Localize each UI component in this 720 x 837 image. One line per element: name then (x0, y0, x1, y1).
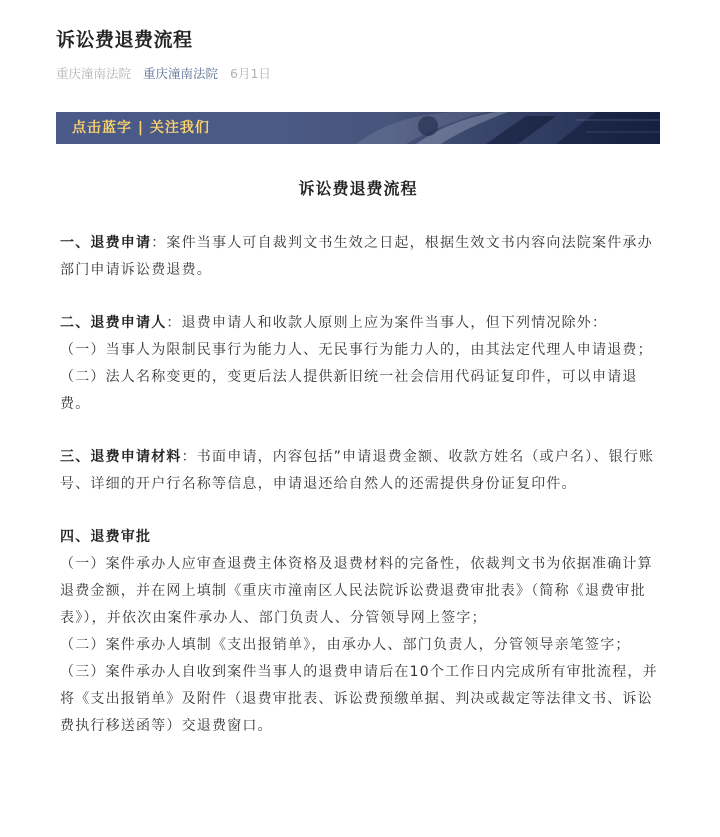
follow-banner[interactable] (56, 112, 660, 144)
paragraph-spacer (60, 284, 660, 310)
list-item: （一）当事人为限制民事行为能力人、无民事行为能力人的，由其法定代理人申请退费； (60, 342, 653, 358)
paragraph-refund-application (60, 230, 660, 284)
account-name-link[interactable]: 重庆潼南法院 (143, 66, 219, 81)
refund-approval-title: 四、退费审批 (60, 529, 152, 545)
refund-applicant-label: 二、退费申请人 (60, 315, 167, 331)
refund-materials-label: 三、退费申请材料 (60, 449, 182, 465)
list-item: （三）案件承办人自收到案件当事人的退费申请后在10个工作日内完成所有审批流程，并将《支出报销单》及附件（退费审批表、诉讼费预缴单据、判决或裁定等法律文书、诉讼费执行移送函等）交退费窗口。 (60, 664, 658, 734)
list-item: （二）案件承办人填制《支出报销单》，由承办人、部门负责人，分管领导亲笔签字； (60, 637, 631, 653)
refund-applicant-text: ：退费申请人和收款人原则上应为案件当事人，但下列情况除外： (166, 315, 608, 331)
article-body (60, 230, 660, 740)
article-author: 重庆潼南法院 (56, 66, 132, 81)
refund-materials-text: ：书面申请，内容包括”申请退费金额、收款方姓名（或户名）、银行账号、详细的开户行名称等信息，申请退还给自然人的还需提供身份证复印件。 (60, 449, 655, 492)
paragraph-refund-materials (60, 444, 660, 498)
article-title: 诉讼费退费流程 (56, 29, 193, 51)
banner-label: 点击蓝字 | 关注我们 (72, 120, 210, 136)
refund-application-label: 一、退费申请 (60, 235, 152, 251)
section-heading: 诉讼费退费流程 (298, 179, 418, 198)
list-item: （一）案件承办人应审查退费主体资格及退费材料的完备性，依裁判文书为依据准确计算退费金额，并在网上填制《重庆市潼南区人民法院诉讼费退费审批表》（简称《退费审批表》），并依次由案件承办人、部门负责人、分管领导网上签字； (60, 556, 653, 626)
list-item: （二）法人名称变更的，变更后法人提供新旧统一社会信用代码证复印件，可以申请退费。 (60, 369, 638, 412)
paragraph-spacer (60, 418, 660, 444)
refund-application-text: ：案件当事人可自裁判文书生效之日起，根据生效文书内容向法院案件承办部门申请诉讼费退费。 (60, 235, 653, 278)
publish-date: 6月1日 (230, 66, 271, 81)
article-meta (56, 65, 271, 83)
paragraph-spacer (60, 498, 660, 524)
paragraph-refund-applicant (60, 310, 660, 337)
